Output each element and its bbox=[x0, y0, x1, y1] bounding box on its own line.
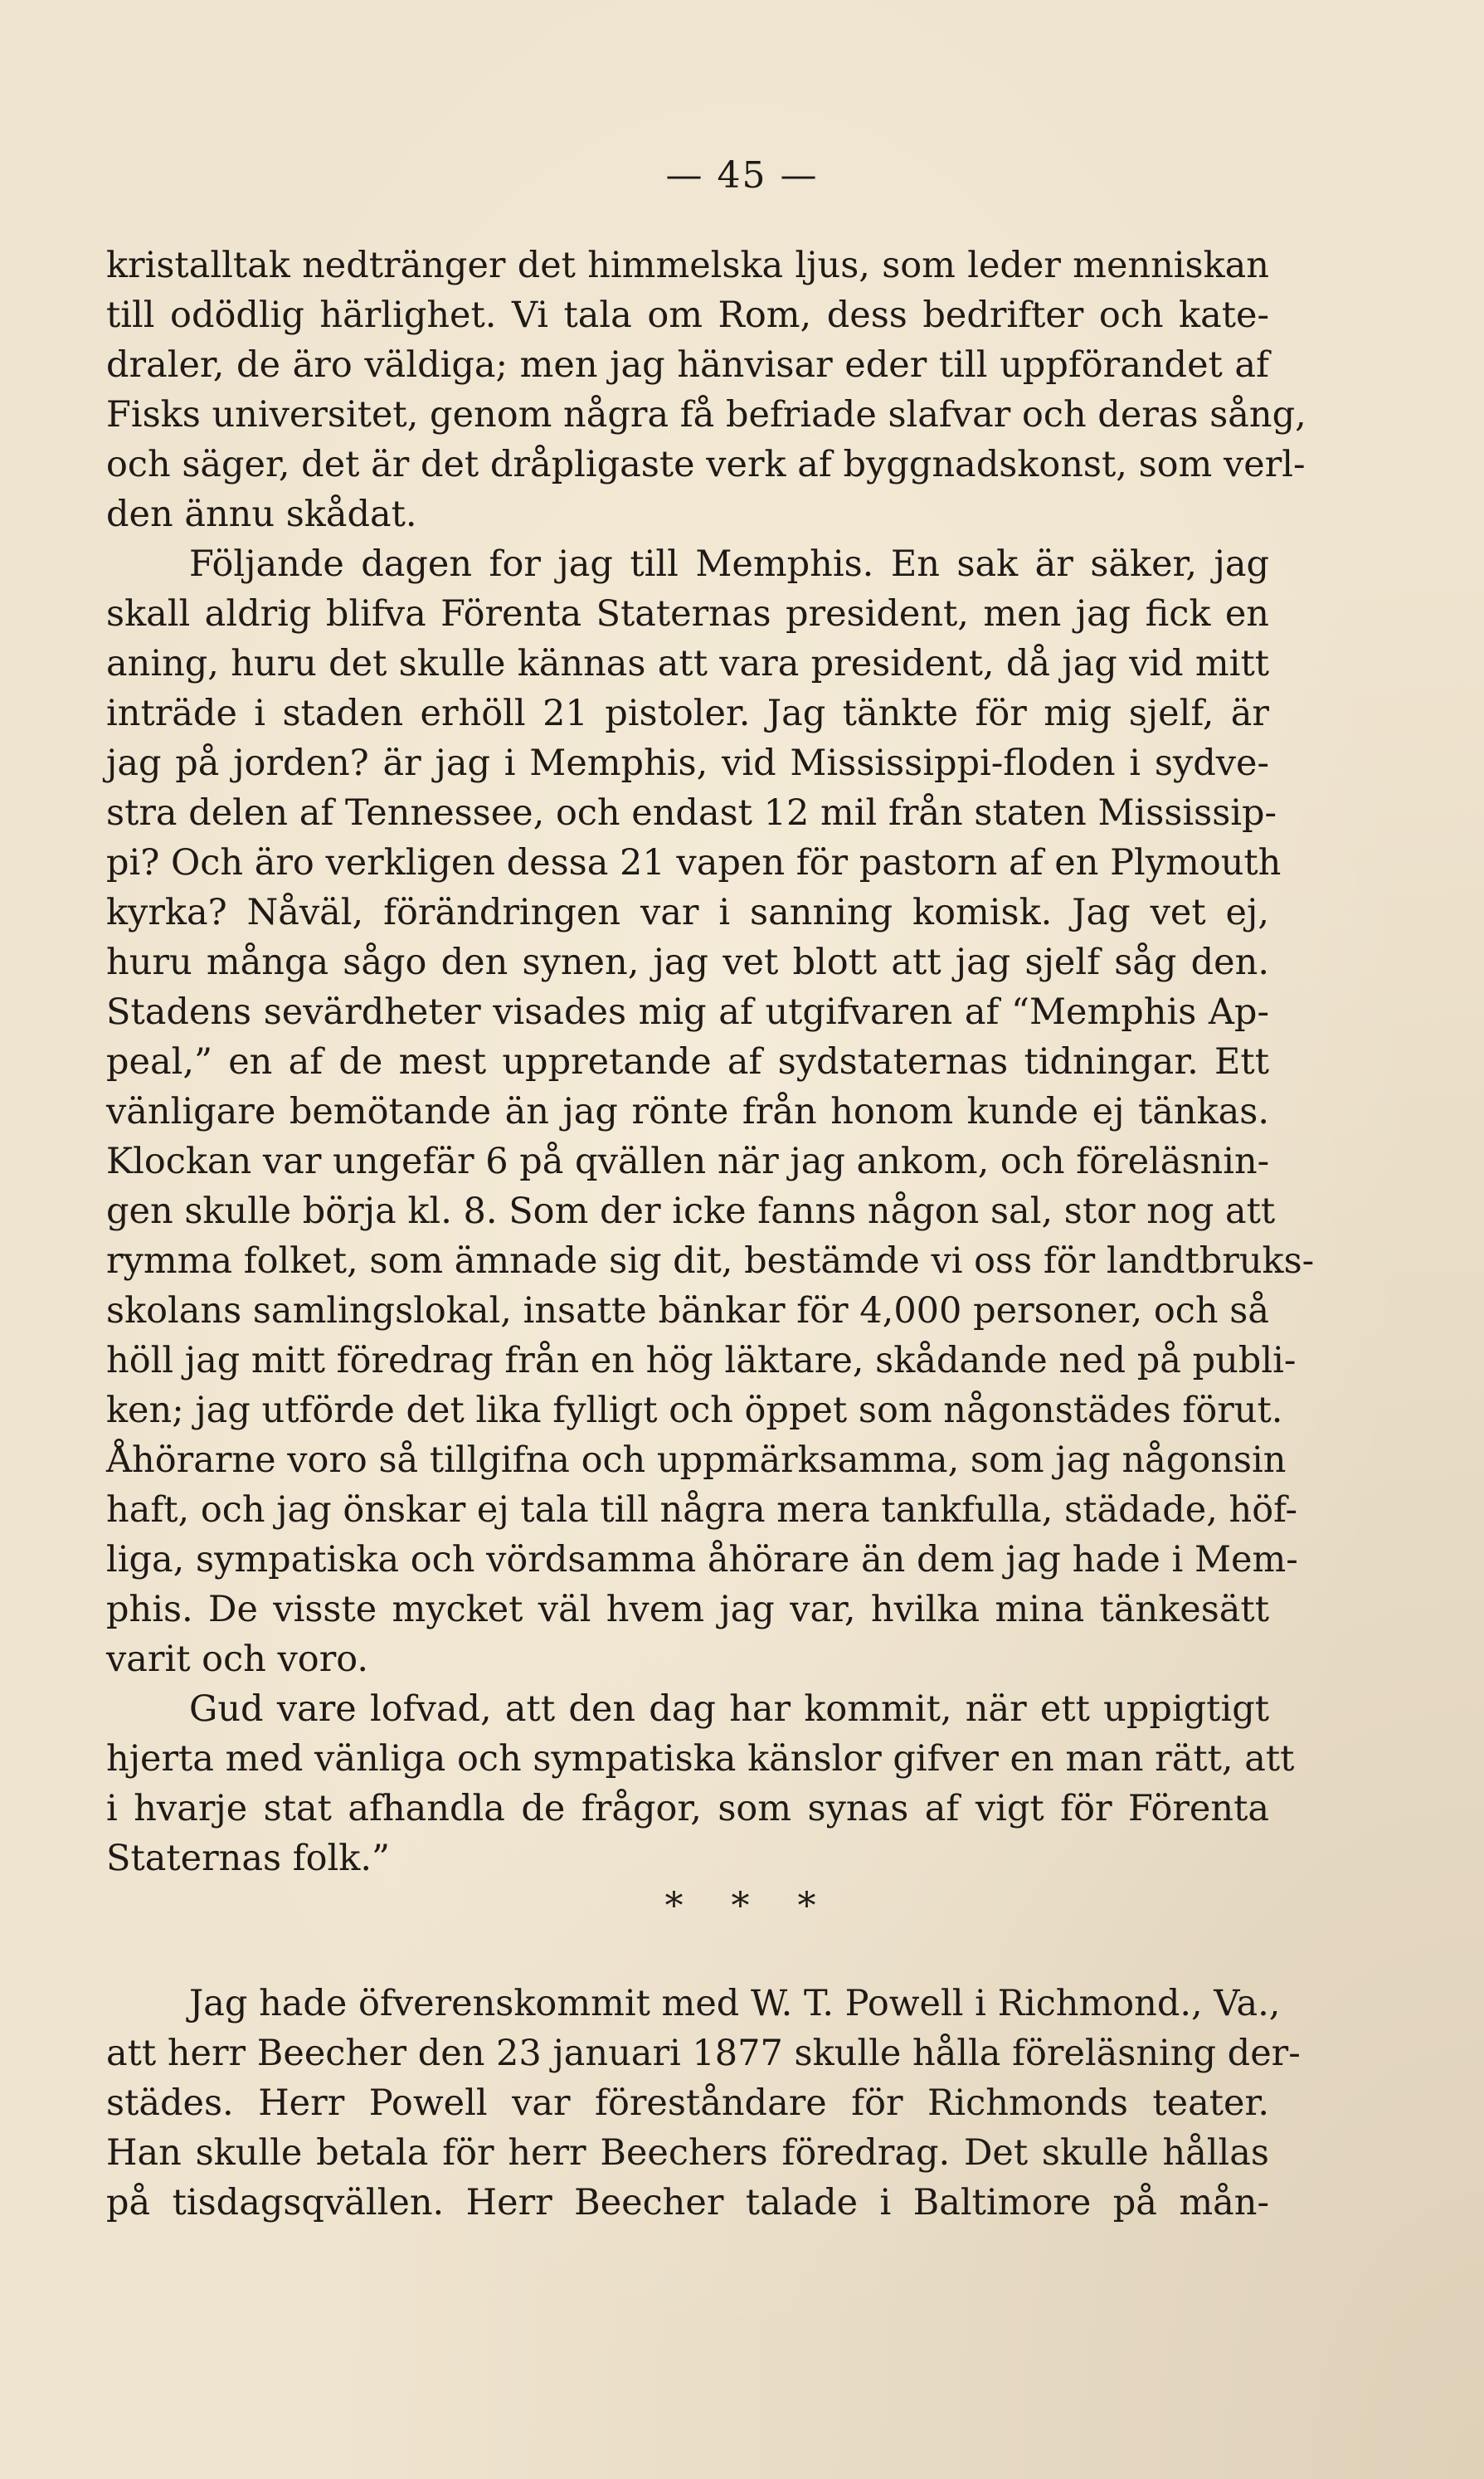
text-line: skall aldrig blifva Förenta Staternas president, men jag fick en bbox=[106, 593, 1269, 635]
section-break-asterisks: * * * bbox=[664, 1885, 820, 1927]
text-line: liga, sympatiska och vördsamma åhörare än dem jag hade i Mem- bbox=[106, 1539, 1298, 1580]
text-line: höll jag mitt föredrag från en hög läktare, skådande ned på publi- bbox=[106, 1340, 1297, 1381]
text-line: aning, huru det skulle kännas att vara president, då jag vid mitt bbox=[106, 643, 1269, 684]
text-line: haft, och jag önskar ej tala till några mera tankfulla, städade, höf- bbox=[106, 1489, 1298, 1531]
text-line: gen skulle börja kl. 8. Som der icke fanns någon sal, stor nog att bbox=[106, 1191, 1276, 1232]
text-line: Staternas folk.” bbox=[106, 1838, 390, 1879]
text-line: skolans samlingslokal, insatte bänkar för 4,000 personer, och så bbox=[106, 1290, 1269, 1332]
text-line: i hvarje stat afhandla de frågor, som synas af vigt för Förenta bbox=[106, 1788, 1269, 1829]
text-line: Fisks universitet, genom några få befriade slafvar och deras sång, bbox=[106, 394, 1306, 436]
text-line: hjerta med vänliga och sympatiska känslor gifver en man rätt, att bbox=[106, 1738, 1295, 1780]
text-line: att herr Beecher den 23 januari 1877 skulle hålla föreläsning der- bbox=[106, 2033, 1301, 2074]
text-line: phis. De visste mycket väl hvem jag var, hvilka mina tänkesätt bbox=[106, 1589, 1269, 1630]
text-line: rymma folket, som ämnade sig dit, bestämde vi oss för landtbruks- bbox=[106, 1240, 1315, 1282]
paragraph-start-line: Följande dagen for jag till Memphis. En sak är säker, jag bbox=[189, 543, 1269, 585]
text-line: ken; jag utförde det lika fylligt och öppet som någonstädes förut. bbox=[106, 1390, 1283, 1431]
second-text-block bbox=[106, 1979, 1301, 2228]
text-line: stra delen af Tennessee, och endast 12 mil från staten Mississip- bbox=[106, 792, 1277, 834]
text-line: Åhörarne voro så tillgifna och uppmärksamma, som jag någonsin bbox=[106, 1439, 1287, 1481]
paragraph-start-line: Jag hade öfverenskommit med W. T. Powell i Richmond., Va., bbox=[189, 1983, 1281, 2024]
text-line: till odödlig härlighet. Vi tala om Rom, dess bedrifter och kate- bbox=[106, 295, 1269, 336]
text-line: vänligare bemötande än jag rönte från honom kunde ej tänkas. bbox=[106, 1091, 1269, 1132]
text-line: peal,” en af de mest uppretande af sydstaternas tidningar. Ett bbox=[106, 1041, 1269, 1083]
text-line: Stadens sevärdheter visades mig af utgifvaren af “Memphis Ap- bbox=[106, 991, 1269, 1033]
text-line: kyrka? Nåväl, förändringen var i sanning komisk. Jag vet ej, bbox=[106, 892, 1269, 933]
paragraph-start-line: Gud vare lofvad, att den dag har kommit, när ett uppigtigt bbox=[189, 1688, 1269, 1730]
text-line: den ännu skådat. bbox=[106, 494, 417, 535]
text-line: varit och voro. bbox=[106, 1639, 369, 1680]
text-line: pi? Och äro verkligen dessa 21 vapen för pastorn af en Plymouth bbox=[106, 842, 1282, 884]
text-line: på tisdagsqvällen. Herr Beecher talade i Baltimore på mån- bbox=[106, 2182, 1269, 2223]
text-line: huru många sågo den synen, jag vet blott att jag sjelf såg den. bbox=[106, 942, 1269, 983]
main-text-block bbox=[106, 241, 1315, 1883]
text-line: jag på jorden? är jag i Memphis, vid Mississippi-floden i sydve- bbox=[106, 743, 1269, 784]
text-line: städes. Herr Powell var föreståndare för Richmonds teater. bbox=[106, 2082, 1269, 2124]
text-line: och säger, det är det dråpligaste verk af byggnadskonst, som verl- bbox=[106, 444, 1306, 485]
text-line: Han skulle betala för herr Beechers föredrag. Det skulle hållas bbox=[106, 2132, 1269, 2174]
text-line: draler, de äro väldiga; men jag hänvisar eder till uppförandet af bbox=[106, 344, 1269, 386]
text-line: inträde i staden erhöll 21 pistoler. Jag tänkte för mig sjelf, är bbox=[106, 693, 1269, 734]
text-line: Klockan var ungefär 6 på qvällen när jag ankom, och föreläsnin- bbox=[106, 1141, 1270, 1182]
text-line: kristalltak nedtränger det himmelska ljus, som leder menniskan bbox=[106, 245, 1269, 286]
page-number: — 45 — bbox=[665, 154, 819, 197]
